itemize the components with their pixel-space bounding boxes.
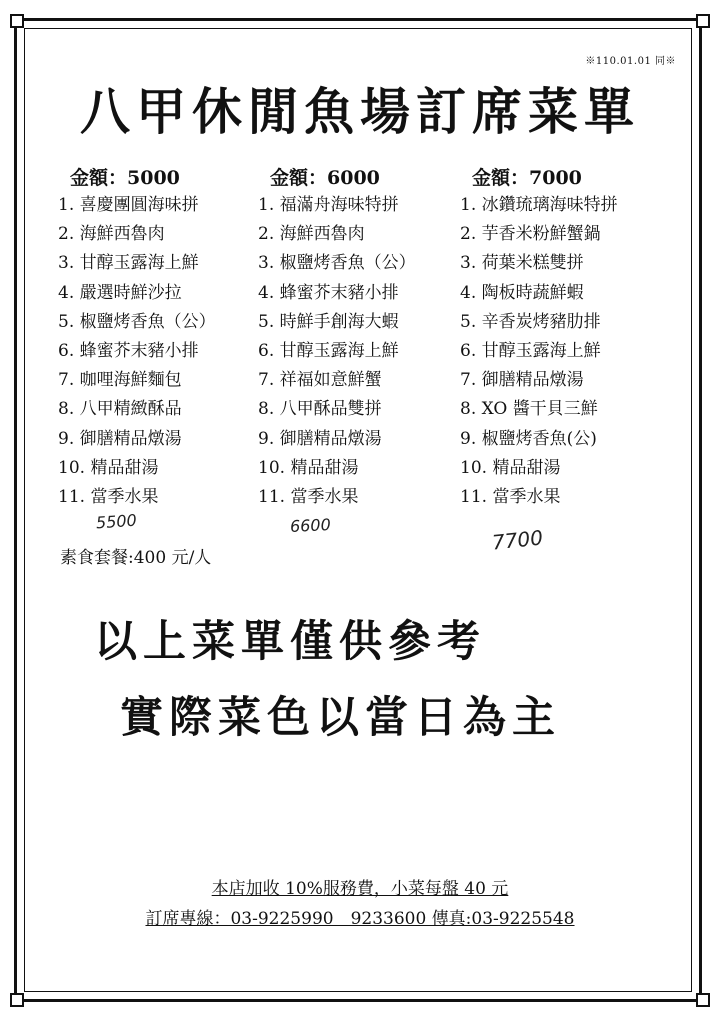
menu-item: 4. 陶板時蔬鮮蝦 (460, 282, 584, 303)
menu-item: 7. 御膳精品燉湯 (460, 370, 584, 391)
menu-item: 9. 御膳精品燉湯 (58, 428, 182, 449)
menu-column-5000 (58, 163, 268, 512)
menu-item: 6. 蜂蜜芥末豬小排 (58, 340, 199, 361)
menu-price: 金額：6000 (270, 167, 380, 189)
menu-item: 6. 甘醇玉露海上鮮 (460, 340, 601, 361)
date-stamp: ※110.01.01 同※ (585, 56, 676, 67)
handwritten-price-5000: 5500 (95, 510, 138, 533)
menu-item: 5. 椒鹽烤香魚（公） (58, 311, 216, 332)
menu-item: 3. 荷葉米糕雙拼 (460, 253, 584, 274)
menu-item: 2. 海鮮西魯肉 (258, 224, 365, 245)
menu-price: 金額：5000 (70, 167, 180, 189)
menu-item: 8. XO 醬干貝三鮮 (460, 399, 598, 420)
handwritten-price-7000: 7700 (490, 525, 545, 555)
menu-item: 6. 甘醇玉露海上鮮 (258, 340, 399, 361)
vegetarian-set-price: 素食套餐:400 元/人 (60, 548, 212, 568)
menu-item: 10. 精品甜湯 (258, 457, 359, 478)
menu-item: 11. 當季水果 (258, 486, 359, 507)
notice-line-reference: 以上菜單僅供參考 (94, 617, 486, 667)
menu-item: 3. 甘醇玉露海上鮮 (58, 253, 199, 274)
menu-item: 10. 精品甜湯 (460, 457, 561, 478)
reservation-contact: 訂席專線：03-9225990 9233600 傳真:03-9225548 (145, 909, 575, 929)
page-title: 八甲休閒魚場訂席菜單 (80, 82, 640, 141)
menu-item: 4. 蜂蜜芥末豬小排 (258, 282, 399, 303)
menu-item: 7. 咖哩海鮮麵包 (58, 370, 182, 391)
menu-item: 11. 當季水果 (460, 486, 561, 507)
menu-item: 8. 八甲酥品雙拼 (258, 399, 382, 420)
notice-line-actual-dishes: 實際菜色以當日為主 (120, 693, 561, 743)
menu-item: 5. 辛香炭烤豬肋排 (460, 311, 601, 332)
corner-ornament-top-left (10, 14, 24, 28)
corner-ornament-bottom-left (10, 993, 24, 1007)
menu-price: 金額：7000 (472, 167, 582, 189)
menu-column-7000 (460, 163, 670, 512)
menu-item: 2. 芋香米粉鮮蟹鍋 (460, 224, 601, 245)
menu-item: 8. 八甲精緻酥品 (58, 399, 182, 420)
menu-item: 9. 椒鹽烤香魚(公) (460, 428, 597, 449)
menu-item: 1. 喜慶團圓海味拼 (58, 195, 199, 215)
menu-item-list (258, 191, 468, 512)
corner-ornament-top-right (696, 14, 710, 28)
menu-column-6000 (258, 163, 468, 512)
menu-item-list (460, 191, 670, 512)
menu-item: 1. 冰鑽琉璃海味特拼 (460, 195, 618, 215)
handwritten-price-6000: 6600 (289, 514, 332, 537)
menu-item: 7. 祥福如意鮮蟹 (258, 370, 382, 391)
menu-item-list (58, 191, 268, 512)
menu-item: 11. 當季水果 (58, 486, 159, 507)
menu-item: 5. 時鮮手創海大蝦 (258, 311, 399, 332)
menu-item: 4. 嚴選時鮮沙拉 (58, 282, 182, 303)
menu-item: 9. 御膳精品燉湯 (258, 428, 382, 449)
menu-item: 2. 海鮮西魯肉 (58, 224, 165, 245)
menu-item: 3. 椒鹽烤香魚（公） (258, 253, 416, 274)
corner-ornament-bottom-right (696, 993, 710, 1007)
menu-item: 1. 福滿舟海味特拼 (258, 195, 399, 215)
menu-item: 10. 精品甜湯 (58, 457, 159, 478)
service-charge-note: 本店加收 10%服務費，小菜每盤 40 元 (211, 879, 509, 899)
